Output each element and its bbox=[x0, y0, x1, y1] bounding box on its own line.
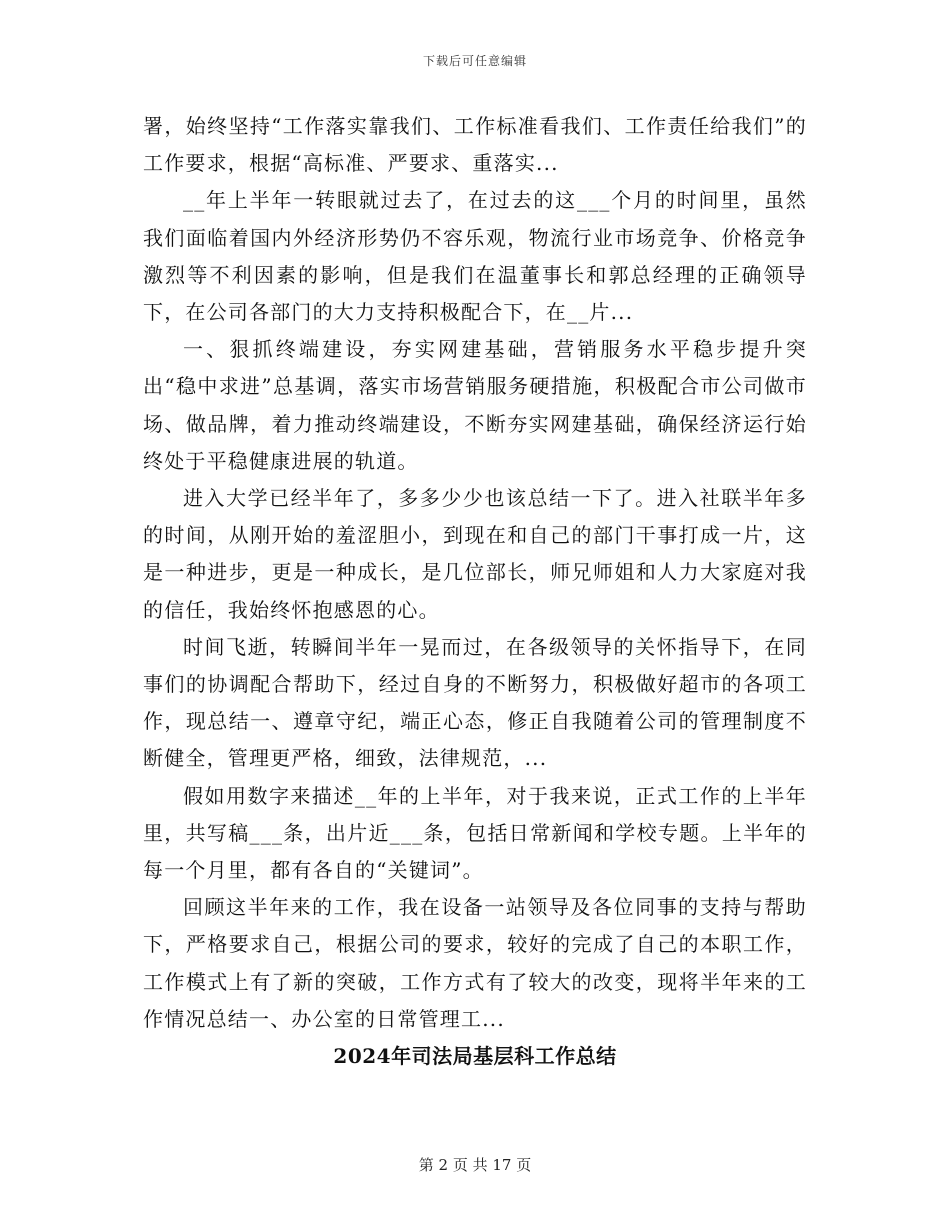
paragraph-6: 假如用数字来描述__年的上半年，对于我来说，正式工作的上半年里，共写稿___条，出片近___条，包括日常新闻和学校专题。上半年的每一个月里，都有各自的“关键词”。 bbox=[143, 783, 807, 883]
paragraph-2: __年上半年一转眼就过去了，在过去的这___个月的时间里，虽然我们面临着国内外经济形势仍不容乐观，物流行业市场竞争、价格竞争激烈等不利因素的影响，但是我们在温董事长和郭总经理的正确领导下，在公司各部门的大力支持积极配合下，在__片... bbox=[143, 188, 807, 325]
page-header: 下载后可任意编辑 bbox=[422, 54, 527, 68]
page-footer: 第 2 页 共 17 页 bbox=[418, 1156, 532, 1174]
paragraph-4: 进入大学已经半年了，多多少少也该总结一下了。进入社联半年多的时间，从刚开始的羞涩胆小，到现在和自己的部门干事打成一片，这是一种进步，更是一种成长，是几位部长，师兄师姐和人力大家庭对我的信任，我始终怀抱感恩的心。 bbox=[143, 486, 807, 622]
paragraph-7: 回顾这半年来的工作，我在设备一站领导及各位同事的支持与帮助下，严格要求自己，根据公司的要求，较好的完成了自己的本职工作，工作模式上有了新的突破，工作方式有了较大的改变，现将半年来的工作情况总结一、办公室的日常管理工... bbox=[143, 895, 807, 1031]
paragraph-3: 一、狠抓终端建设，夯实网建基础，营销服务水平稳步提升突出“稳中求进”总基调，落实市场营销服务硬措施，积极配合市公司做市场、做品牌，着力推动终端建设，不断夯实网建基础，确保经济运行始终处于平稳健康进展的轨道。 bbox=[143, 337, 807, 473]
paragraph-5: 时间飞逝，转瞬间半年一晃而过，在各级领导的关怀指导下，在同事们的协调配合帮助下，经过自身的不断努力，积极做好超市的各项工作，现总结一、遵章守纪，端正心态，修正自我随着公司的管理制度不断健全，管理更严格，细致，法律规范，... bbox=[143, 634, 807, 771]
section-heading: 2024年司法局基层科工作总结 bbox=[333, 1044, 617, 1069]
paragraph-1: 署，始终坚持“工作落实靠我们、工作标准看我们、工作责任给我们”的工作要求，根据“高标准、严要求、重落实... bbox=[143, 114, 807, 176]
document-body bbox=[143, 108, 807, 1075]
